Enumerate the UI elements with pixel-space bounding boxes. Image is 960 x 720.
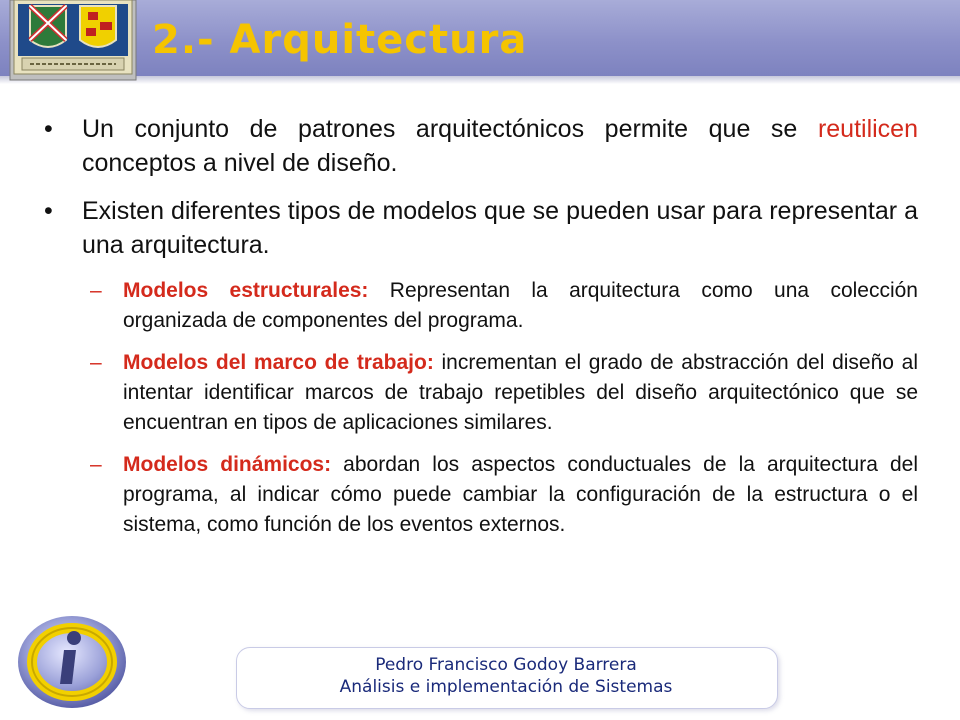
bullet-text-before: Un conjunto de patrones arquitectónicos permite que se — [82, 115, 818, 143]
bullet-text-after: conceptos a nivel de diseño. — [82, 149, 398, 177]
sub-item-dynamic — [38, 450, 918, 540]
header-shadow — [0, 76, 960, 84]
dash-symbol: – — [90, 279, 102, 302]
dash-symbol: – — [90, 453, 102, 476]
slide-content — [38, 112, 918, 552]
sub-item-text: Representan la arquitectura como una colección organizada de componentes del programa. — [123, 279, 918, 332]
sub-item-structural — [38, 276, 918, 336]
bullet-item — [38, 112, 918, 180]
bullet-symbol: • — [44, 115, 53, 143]
footer-logo-icon — [14, 612, 134, 712]
footer-author: Pedro Francisco Godoy Barrera — [375, 655, 637, 675]
dash-symbol: – — [90, 351, 102, 374]
sub-item-term: Modelos del marco de trabajo: — [123, 351, 434, 374]
university-crest-logo — [8, 0, 138, 82]
sub-item-term: Modelos estructurales: — [123, 279, 369, 302]
footer-course: Análisis e implementación de Sistemas — [339, 677, 673, 697]
sub-item-term: Modelos dinámicos: — [123, 453, 332, 476]
bullet-symbol: • — [44, 197, 53, 225]
bullet-text: Existen diferentes tipos de modelos que se pueden usar para representar a una arquitectura. — [82, 197, 918, 259]
sub-item-text: abordan los aspectos conductuales de la arquitectura del programa, al indicar cómo puede cambiar la configuración de la estructura o el sistema, como función de los eventos externos. — [123, 453, 918, 536]
footer-text — [236, 654, 776, 698]
sub-item-framework — [38, 348, 918, 438]
bullet-item — [38, 194, 918, 262]
slide-title: 2.- Arquitectura — [152, 17, 528, 63]
sub-item-text: incrementan el grado de abstracción del diseño al intentar identificar marcos de trabajo repetibles del diseño arquitectónico que se encuentran en tipos de aplicaciones similares. — [123, 351, 918, 434]
highlight-reutilicen: reutilicen — [817, 115, 918, 143]
